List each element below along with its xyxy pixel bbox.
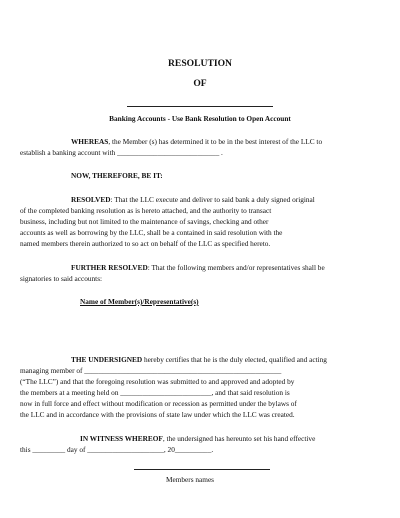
signature-label: Members names (166, 475, 215, 484)
further-resolved-line-1 (71, 263, 325, 273)
whereas-line-1 (71, 137, 322, 147)
resolved-line-2: of the completed banking resolution as is hereto attached, and the authority to transact (20, 206, 272, 215)
resolved-line-4: accounts as well as borrowing by the LLC, shall be a contained in said resolution with the (20, 228, 283, 237)
llc-name-line (127, 106, 273, 107)
undersigned-text: hereby certifies that he is the duly elected, qualified and acting (142, 355, 327, 364)
whereas-text: , the Member (s) has determined it to be in the best interest of the LLC to (108, 137, 323, 146)
document-title: RESOLUTION (168, 58, 232, 69)
witness-label: IN WITNESS WHEREOF (80, 434, 163, 443)
resolved-line-5: named members therein authorized to so act on behalf of the LLC as specified hereto. (20, 239, 271, 248)
further-resolved-text: : That the following members and/or representatives shall be (147, 263, 325, 272)
whereas-line-2: establish a banking account with ____________________________ . (20, 148, 223, 157)
name-of-members-heading: Name of Member(s)/Representative(s) (80, 297, 199, 306)
resolved-line-1 (71, 195, 315, 205)
now-therefore-heading: NOW, THEREFORE, BE IT: (71, 171, 163, 180)
witness-line-1 (80, 434, 315, 444)
undersigned-line-1 (71, 355, 327, 365)
resolved-text: : That the LLC execute and deliver to said bank a duly signed original (110, 195, 315, 204)
undersigned-label: THE UNDERSIGNED (71, 355, 143, 364)
signature-line (134, 469, 270, 470)
undersigned-line-2: managing member of ______________________________________________________ (20, 366, 282, 375)
undersigned-line-5: now in full force and effect without modification or recession as permitted under the bylaws of (20, 399, 297, 408)
undersigned-line-6: the LLC and in accordance with the provisions of state law under which the LLC was created. (20, 410, 295, 419)
document-title-of: OF (193, 78, 207, 89)
document-subtitle: Banking Accounts - Use Bank Resolution to Open Account (109, 114, 291, 123)
resolved-line-3: business, including but not limited to the maintenance of savings, checking and other (20, 217, 269, 226)
undersigned-line-3: (“The LLC”) and that the foregoing resolution was submitted to and approved and adopted by (20, 377, 295, 386)
witness-text: , the undersigned has hereunto set his hand effective (162, 434, 316, 443)
resolved-label: RESOLVED (71, 195, 111, 204)
whereas-label: WHEREAS (71, 137, 109, 146)
witness-line-2: this _________ day of _____________________, 20__________. (20, 445, 214, 454)
further-resolved-label: FURTHER RESOLVED (71, 263, 148, 272)
further-resolved-line-2: signatories to said accounts: (20, 274, 103, 283)
undersigned-line-4: the members at a meeting held on _________________________, and that said resolution is (20, 388, 290, 397)
